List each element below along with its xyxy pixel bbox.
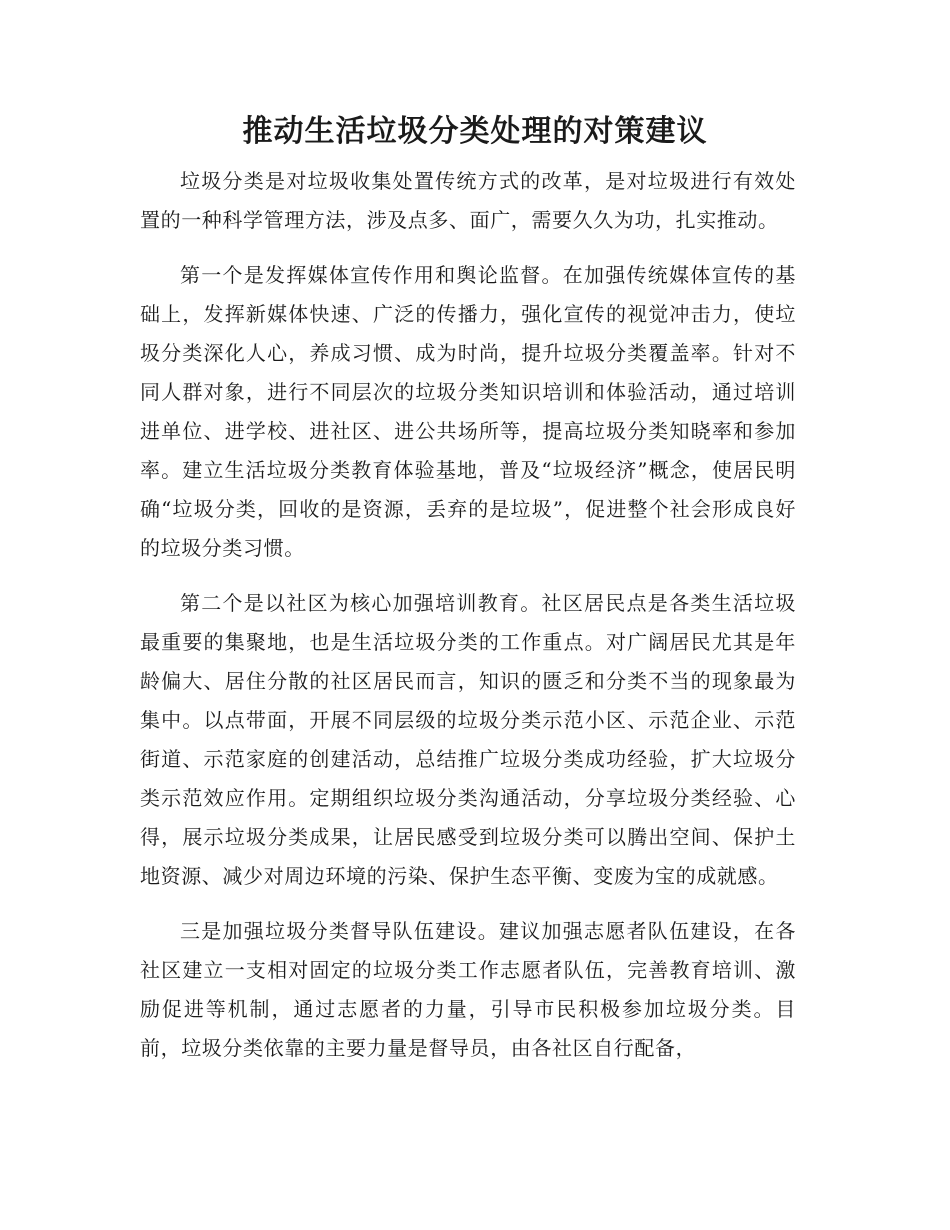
document-title: 推动生活垃圾分类处理的对策建议 <box>242 114 708 149</box>
paragraph-intro: 垃圾分类是对垃圾收集处置传统方式的改革，是对垃圾进行有效处置的一种科学管理方法，涉及点多、面广，需要久久为功，扎实推动。 <box>140 169 796 232</box>
document-body <box>140 162 796 1084</box>
paragraph-supervision-team: 三是加强垃圾分类督导队伍建设。建议加强志愿者队伍建设，在各社区建立一支相对固定的垃圾分类工作志愿者队伍，完善教育培训、激励促进等机制，通过志愿者的力量，引导市民积极参加垃圾分类。目前，垃圾分类依靠的主要力量是督导员，由各社区自行配备， <box>140 919 796 1060</box>
paragraph-media-publicity: 第一个是发挥媒体宣传作用和舆论监督。在加强传统媒体宣传的基础上，发挥新媒体快速、广泛的传播力，强化宣传的视觉冲击力，使垃圾分类深化人心，养成习惯、成为时尚，提升垃圾分类覆盖率。针对不同人群对象，进行不同层次的垃圾分类知识培训和体验活动，通过培训进单位、进学校、进社区、进公共场所等，提高垃圾分类知晓率和参加率。建立生活垃圾分类教育体验基地，普及“垃圾经济”概念，使居民明确“垃圾分类，回收的是资源，丢弃的是垃圾”，促进整个社会形成良好的垃圾分类习惯。 <box>140 263 796 560</box>
paragraph-community-training: 第二个是以社区为核心加强培训教育。社区居民点是各类生活垃圾最重要的集聚地，也是生活垃圾分类的工作重点。对广阔居民尤其是年龄偏大、居住分散的社区居民而言，知识的匮乏和分类不当的现象最为集中。以点带面，开展不同层级的垃圾分类示范小区、示范企业、示范街道、示范家庭的创建活动，总结推广垃圾分类成功经验，扩大垃圾分类示范效应作用。定期组织垃圾分类沟通活动，分享垃圾分类经验、心得，展示垃圾分类成果，让居民感受到垃圾分类可以腾出空间、保护土地资源、减少对周边环境的污染、保护生态平衡、变废为宝的成就感。 <box>140 591 796 888</box>
